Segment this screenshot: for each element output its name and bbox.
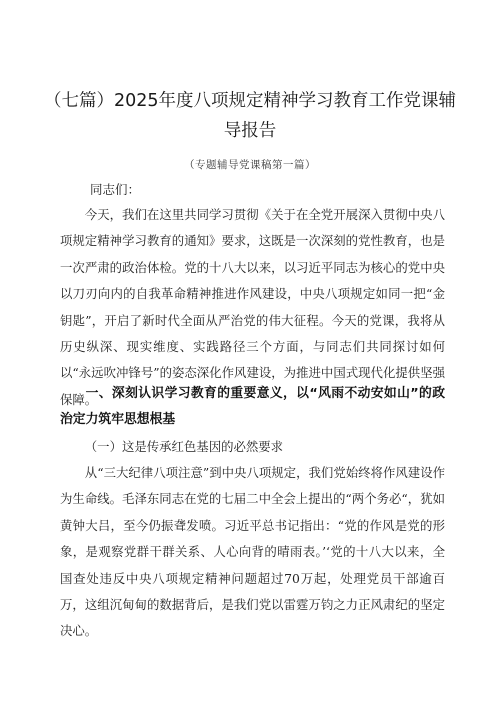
section-heading-1: 一、深刻认识学习教育的重要意义，以“风雨不动安如山”的政治定力筑牢思想根基 xyxy=(60,386,445,428)
greeting: 同志们： xyxy=(90,182,141,197)
subsection-heading-1: （一）这是传承红色基因的必然要求 xyxy=(84,439,284,454)
intro-paragraph: 今天，我们在这里共同学习贯彻《关于在全党开展深入贯彻中央八项规定精神学习教育的通知》要求，这既是一次深刻的党性教育，也是一次严肃的政治体检。党的十八大以来，以习近平同志为核心的党中央以刀刃向内的自我革命精神推进作风建设，中央八项规定如同一把“金钥匙”，开启了新时代全面从严治党的伟大征程。今天的党课，我将从历史纵深、现实维度、实践路径三个方面，与同志们共同探讨如何以“永远吹冲锋号”的姿态深化作风建设，为推进中国式现代化提供坚强保障。 xyxy=(60,207,445,407)
document-title: （七篇）2025年度八项规定精神学习教育工作党课辅导报告 xyxy=(43,91,457,141)
subsection-paragraph-1: 从“三大纪律八项注意”到中央八项规定，我们党始终将作风建设作为生命线。毛泽东同志在党的七届二中全会上提出的“两个务必“，犹如黄钟大吕，至今仍振聋发喷。习近平总书记指出：“党的作风是党的形象，是观察党群干群关系、人心向背的晴雨表。’‘党的十八大以来，全国查处违反中央八项规定精神问题超过70万起，处理党员干部逾百万，这组沉甸甸的数据背后，是我们党以雷霆万钧之力正风肃纪的坚定决心。 xyxy=(60,465,445,639)
document-subtitle: （专题辅导党课稿第一篇） xyxy=(184,159,316,171)
